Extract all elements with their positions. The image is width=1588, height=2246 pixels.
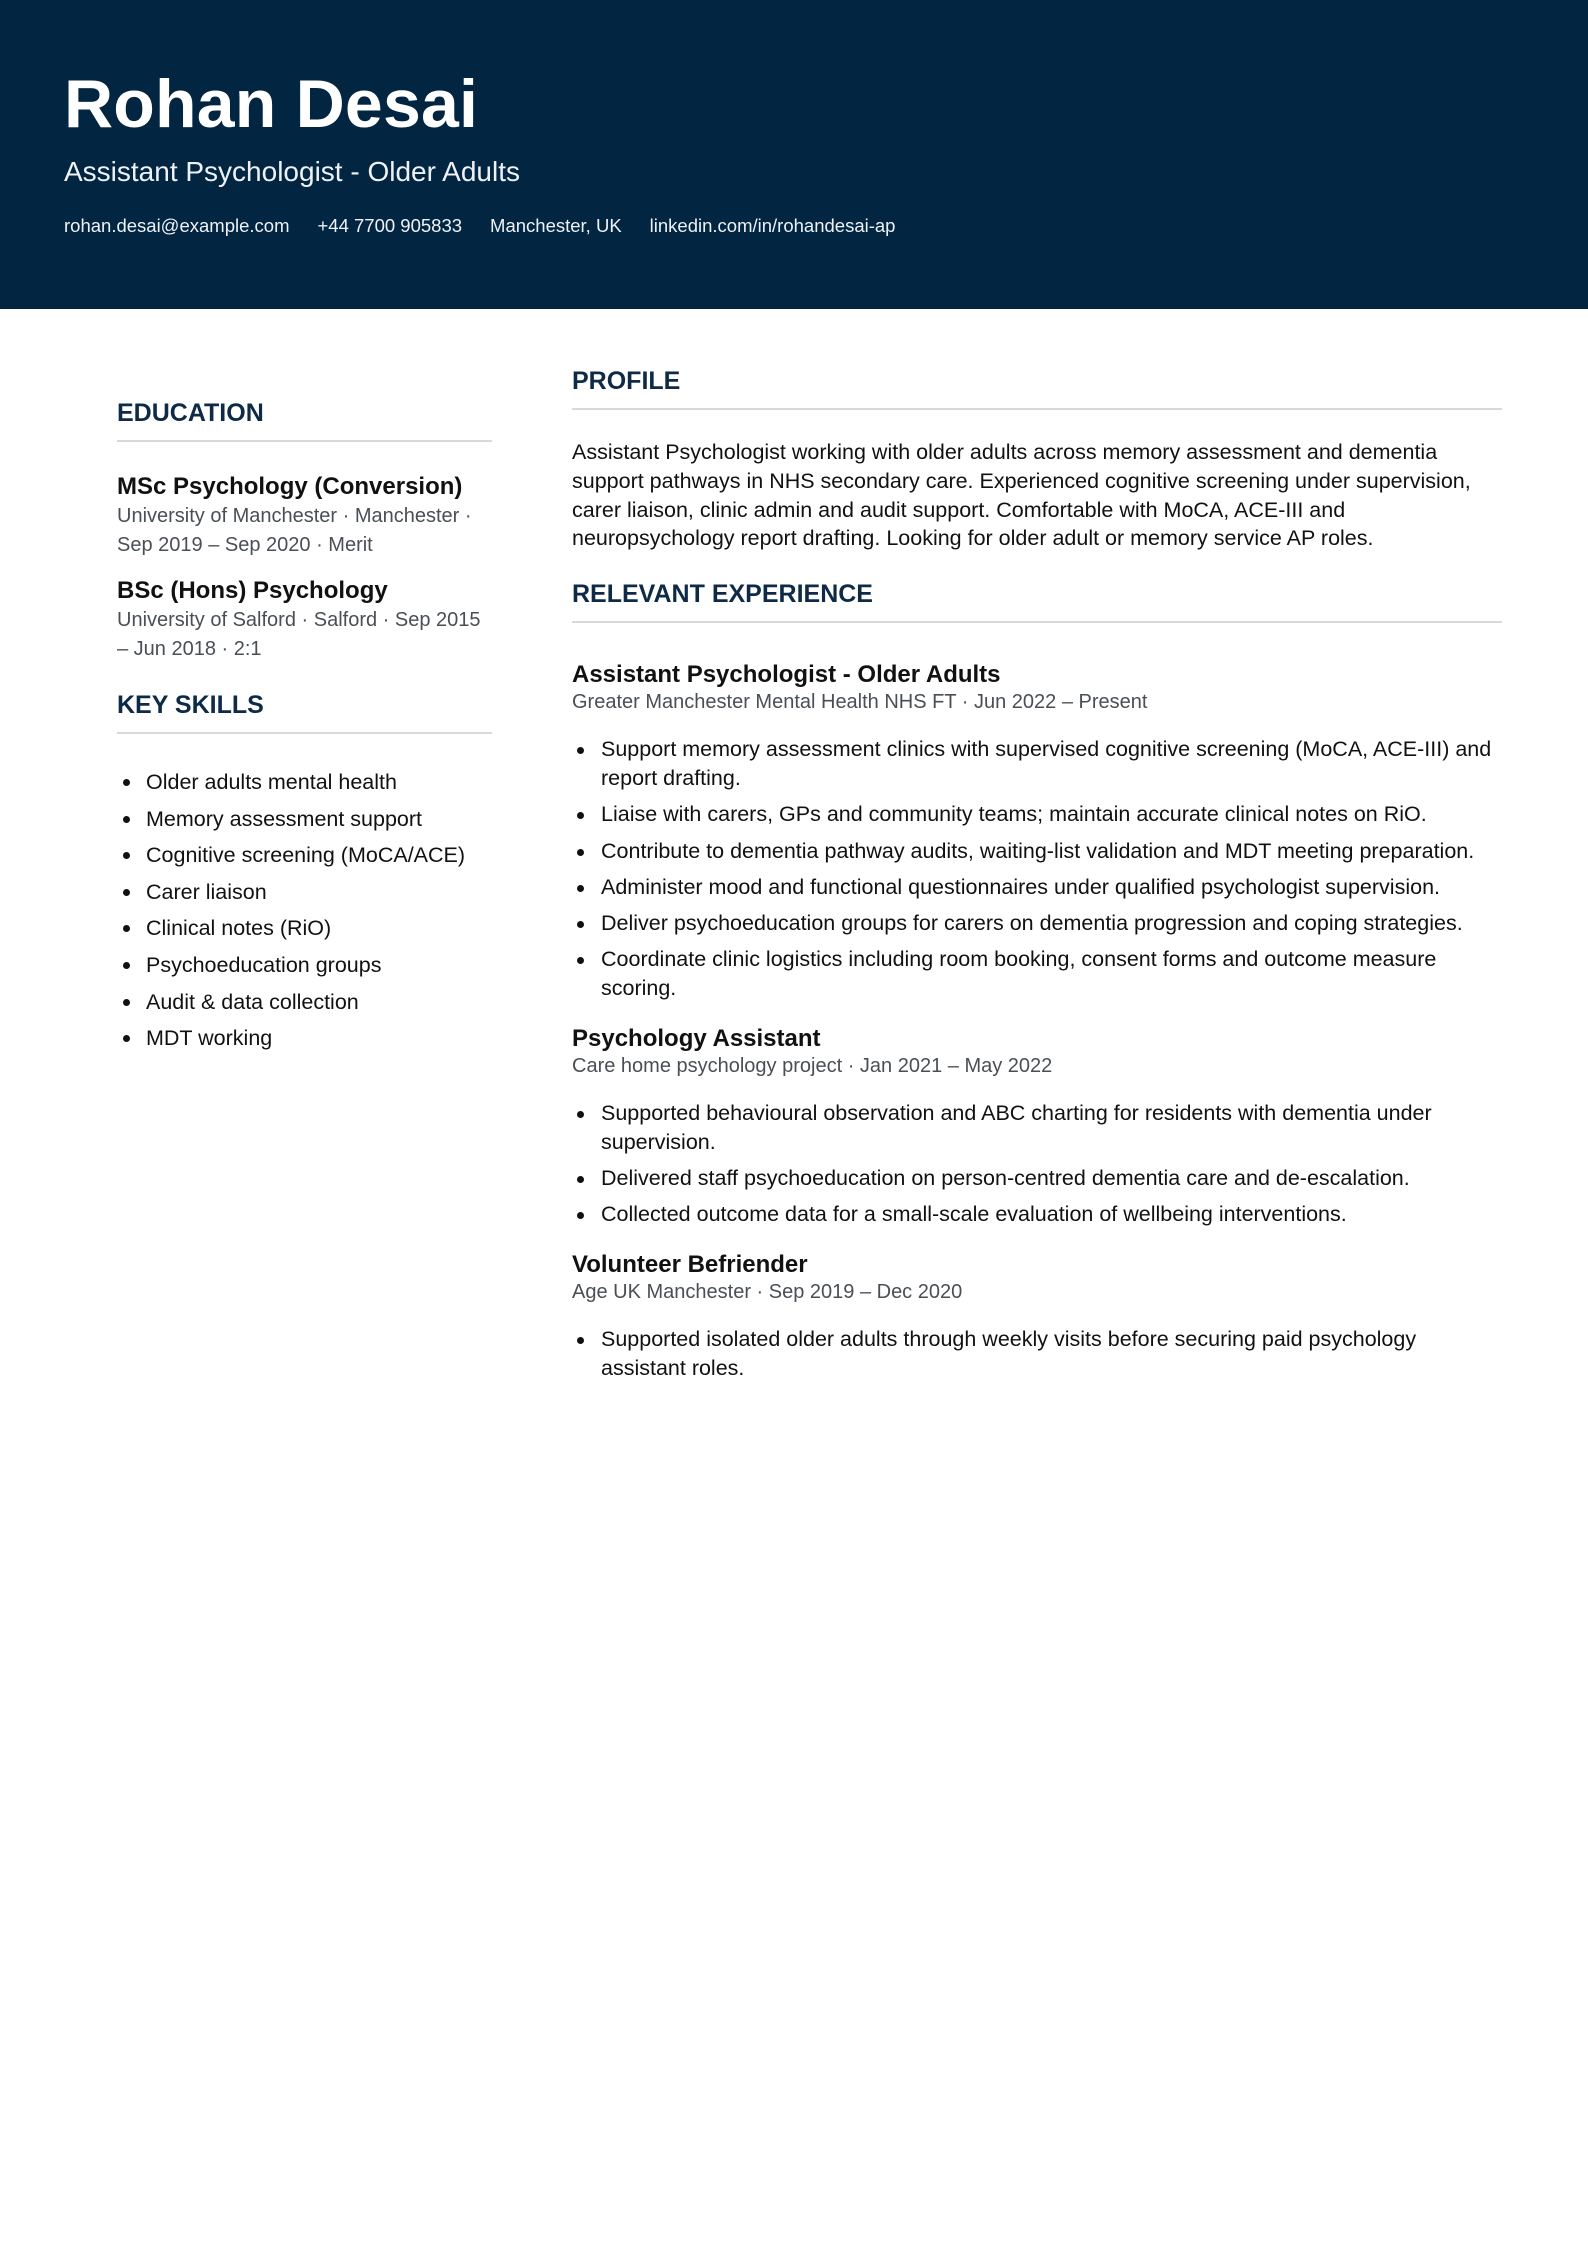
job-entry (572, 1251, 1502, 1383)
skill-item: Carer liaison (117, 874, 492, 911)
job-bullet: Delivered staff psychoeducation on person-centred dementia care and de-escalation. (572, 1164, 1502, 1193)
profile-heading: PROFILE (572, 364, 1502, 410)
job-bullet: Contribute to dementia pathway audits, waiting-list validation and MDT meeting preparation. (572, 837, 1502, 866)
skills-list (117, 764, 492, 1057)
job-bullet: Supported behavioural observation and ABC charting for residents with dementia under supervision. (572, 1099, 1502, 1157)
skills-section (117, 688, 492, 1057)
contact-location: Manchester, UK (490, 215, 622, 236)
skill-item: Audit & data collection (117, 984, 492, 1021)
skill-item: Memory assessment support (117, 801, 492, 838)
job-bullets (572, 1325, 1502, 1383)
job-bullet: Coordinate clinic logistics including room booking, consent forms and outcome measure scoring. (572, 945, 1502, 1003)
job-entry (572, 661, 1502, 1003)
job-bullet: Liaise with carers, GPs and community teams; maintain accurate clinical notes on RiO. (572, 800, 1502, 829)
education-item (117, 576, 492, 664)
right-column (572, 364, 1502, 1390)
left-column (117, 396, 492, 1057)
job-meta: Care home psychology project · Jan 2021 – May 2022 (572, 1055, 1053, 1078)
contact-linkedin[interactable]: linkedin.com/in/rohandesai-ap (649, 215, 896, 236)
education-heading: EDUCATION (117, 396, 492, 442)
job-bullet: Supported isolated older adults through weekly visits before securing paid psychology assistant roles. (572, 1325, 1502, 1383)
skill-item: Cognitive screening (MoCA/ACE) (117, 837, 492, 874)
education-meta: University of Manchester · Manchester · Sep 2019 – Sep 2020 · Merit (117, 505, 472, 556)
job-bullets (572, 735, 1502, 1003)
job-title: Psychology Assistant (572, 1025, 821, 1053)
skill-item: Older adults mental health (117, 764, 492, 801)
skill-item: Clinical notes (RiO) (117, 910, 492, 947)
experience-heading: RELEVANT EXPERIENCE (572, 577, 1502, 623)
job-meta: Age UK Manchester · Sep 2019 – Dec 2020 (572, 1281, 963, 1304)
job-title: Assistant Psychologist - Older Adults (572, 661, 1001, 689)
education-degree: MSc Psychology (Conversion) (117, 473, 463, 500)
job-meta: Greater Manchester Mental Health NHS FT · Jun 2022 – Present (572, 691, 1148, 714)
education-degree: BSc (Hons) Psychology (117, 577, 388, 604)
skills-heading: KEY SKILLS (117, 688, 492, 734)
skill-item: Psychoeducation groups (117, 947, 492, 984)
contact-phone[interactable]: +44 7700 905833 (317, 215, 463, 236)
job-bullet: Support memory assessment clinics with supervised cognitive screening (MoCA, ACE-III) and report drafting. (572, 735, 1502, 793)
education-meta: University of Salford · Salford · Sep 2015 – Jun 2018 · 2:1 (117, 609, 481, 660)
job-entry (572, 1025, 1502, 1229)
job-title: Volunteer Befriender (572, 1251, 808, 1279)
job-bullet: Administer mood and functional questionnaires under qualified psychologist supervision. (572, 873, 1502, 902)
contact-line (64, 214, 923, 238)
job-bullets (572, 1099, 1502, 1229)
education-item (117, 472, 492, 560)
candidate-headline: Assistant Psychologist - Older Adults (64, 156, 520, 187)
experience-section (572, 577, 1502, 1383)
resume-header (0, 0, 1588, 309)
job-bullet: Collected outcome data for a small-scale evaluation of wellbeing interventions. (572, 1200, 1502, 1229)
skill-item: MDT working (117, 1020, 492, 1057)
candidate-name: Rohan Desai (64, 66, 479, 142)
profile-section (572, 364, 1502, 553)
education-list (117, 472, 492, 664)
contact-email[interactable]: rohan.desai@example.com (64, 215, 290, 236)
education-section (117, 396, 492, 664)
profile-summary: Assistant Psychologist working with older adults across memory assessment and dementia support pathways in NHS secondary care. Experienced cognitive screening under supervision, carer liaison, clinic admin and audit support. Comfortable with MoCA, ACE-III and neuropsychology report drafting. Looking for older adult or memory service AP roles. (572, 440, 1471, 551)
job-bullet: Deliver psychoeducation groups for carers on dementia progression and coping strategies. (572, 909, 1502, 938)
